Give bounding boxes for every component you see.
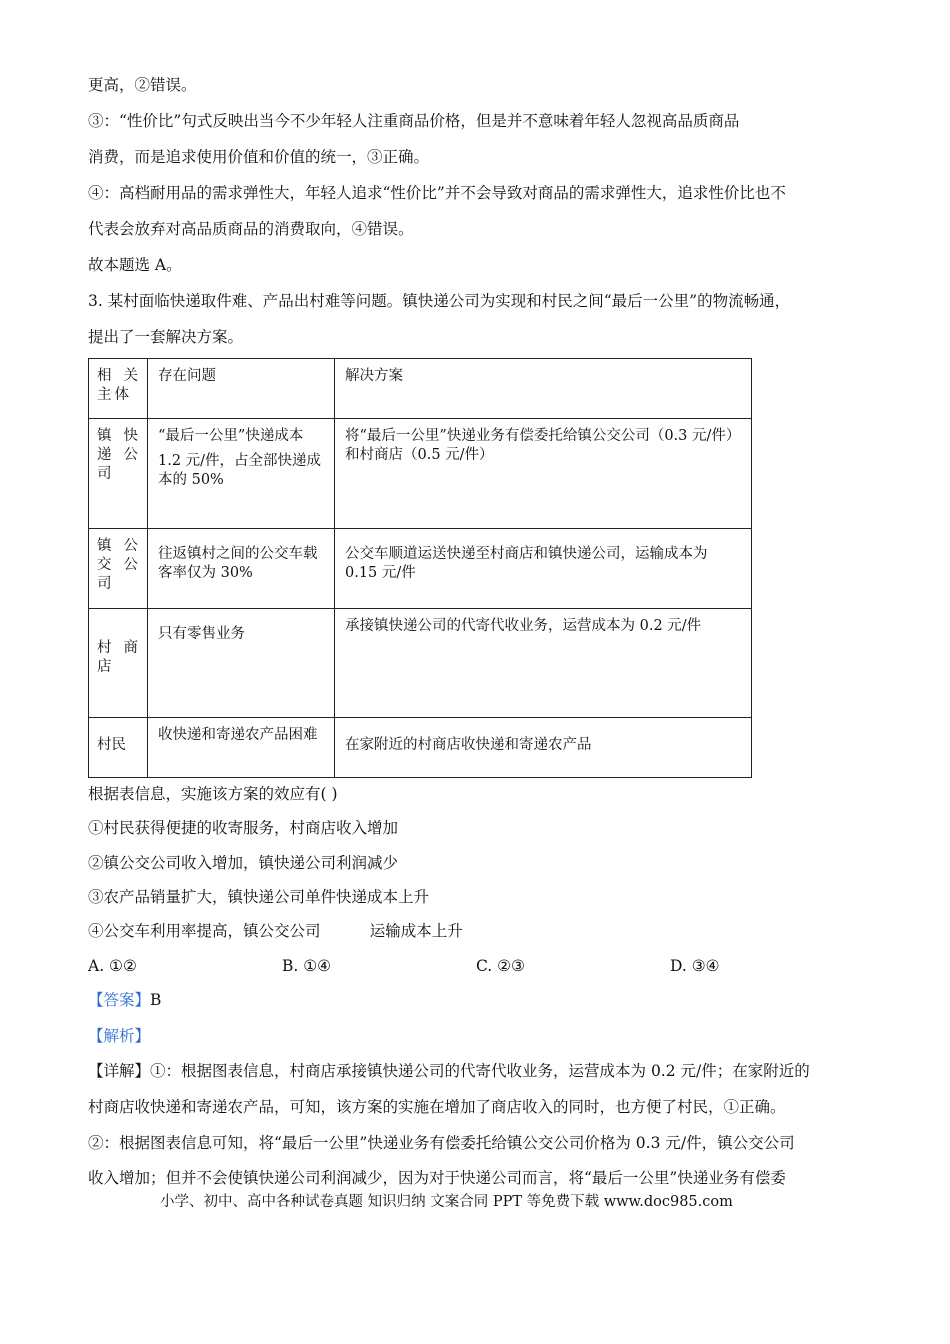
detail-label: 【详解】 <box>88 1062 151 1080</box>
cell-problem: 收快递和寄递农产品困难 <box>148 718 335 778</box>
cell-solution: 将“最后一公里”快递业务有偿委托给镇公交公司（0.3 元/件）和村商店（0.5 元/件） <box>335 419 752 529</box>
option-b: B. ①④ <box>282 957 332 975</box>
intro-line: ③：“性价比”句式反映出当今不少年轻人注重商品价格，但是并不意味着年轻人忽视高品质商品 <box>88 112 740 130</box>
cell-subject: 村商店 <box>89 609 148 718</box>
solution-table <box>88 358 752 778</box>
statement-4: ④公交车利用率提高，镇公交公司 运输成本上升 <box>88 922 463 940</box>
analysis-label: 【解析】 <box>88 1027 151 1045</box>
cell-subject: 镇公交公司 <box>89 529 148 609</box>
cell-problem: 往返镇村之间的公交车载客率仅为 30% <box>148 529 335 609</box>
table-row <box>89 609 752 718</box>
cell-problem-line: “最后一公里”快递成本 <box>158 428 304 444</box>
intro-line: 消费，而是追求使用价值和价值的统一，③正确。 <box>88 148 430 166</box>
statement-2: ②镇公交公司收入增加，镇快递公司利润减少 <box>88 854 399 872</box>
table-row <box>89 529 752 609</box>
answer-line <box>88 989 161 1011</box>
page-footer: 小学、初中、高中各种试卷真题 知识归纳 文案合同 PPT 等免费下载 www.doc985.com <box>160 1194 733 1210</box>
intro-line: 更高，②错误。 <box>88 76 197 94</box>
intro-line: 代表会放弃对高品质商品的消费取向，④错误。 <box>88 220 414 238</box>
cell-solution: 在家附近的村商店收快递和寄递农产品 <box>335 718 752 778</box>
question-stem-continued: 提出了一套解决方案。 <box>88 328 244 346</box>
option-d: D. ③④ <box>670 957 720 975</box>
option-a: A. ①② <box>88 957 137 975</box>
statement-3: ③农产品销量扩大，镇快递公司单件快递成本上升 <box>88 888 430 906</box>
table-row <box>89 419 752 529</box>
analysis-line: ②：根据图表信息可知，将“最后一公里”快递业务有偿委托给镇公交公司价格为 0.3 元/件，镇公交公司 <box>88 1134 795 1152</box>
statement-1: ①村民获得便捷的收寄服务，村商店收入增加 <box>88 819 399 837</box>
table-header-row <box>89 359 752 419</box>
cell-problem: 只有零售业务 <box>148 609 335 718</box>
answer-value: B <box>150 991 162 1009</box>
analysis-text: ①：根据图表信息，村商店承接镇快递公司的代寄代收业务，运营成本为 0.2 元/件；在家附近的 <box>150 1062 810 1080</box>
analysis-line: 收入增加；但并不会使镇快递公司利润减少，因为对于快递公司而言，将“最后一公里”快递业务有偿委 <box>88 1169 786 1187</box>
conclusion-line: 故本题选 A。 <box>88 256 182 274</box>
question-prompt: 根据表信息，实施该方案的效应有( ) <box>88 785 338 803</box>
cell-problem <box>148 419 335 529</box>
header-problem: 存在问题 <box>148 359 335 419</box>
intro-line: ④：高档耐用品的需求弹性大，年轻人追求“性价比”并不会导致对商品的需求弹性大，追求性价比也不 <box>88 184 786 202</box>
cell-subject: 镇快递公司 <box>89 419 148 529</box>
option-c: C. ②③ <box>476 957 525 975</box>
header-subject: 相关主体 <box>89 359 148 419</box>
cell-subject: 村民 <box>89 718 148 778</box>
question-stem: 3. 某村面临快递取件难、产品出村难等问题。镇快递公司为实现和村民之间“最后一公里”的物流畅通， <box>88 292 791 310</box>
table-row <box>89 718 752 778</box>
answer-label: 【答案】 <box>88 991 151 1009</box>
analysis-line <box>88 1060 810 1082</box>
header-solution: 解决方案 <box>335 359 752 419</box>
cell-solution: 公交车顺道运送快递至村商店和镇快递公司，运输成本为 0.15 元/件 <box>335 529 752 609</box>
cell-solution: 承接镇快递公司的代寄代收业务，运营成本为 0.2 元/件 <box>335 609 752 718</box>
cell-problem-line: 1.2 元/件，占全部快递成本的 50% <box>158 453 322 488</box>
analysis-line: 村商店收快递和寄递农产品，可知，该方案的实施在增加了商店收入的同时，也方便了村民，①正确。 <box>88 1098 786 1116</box>
